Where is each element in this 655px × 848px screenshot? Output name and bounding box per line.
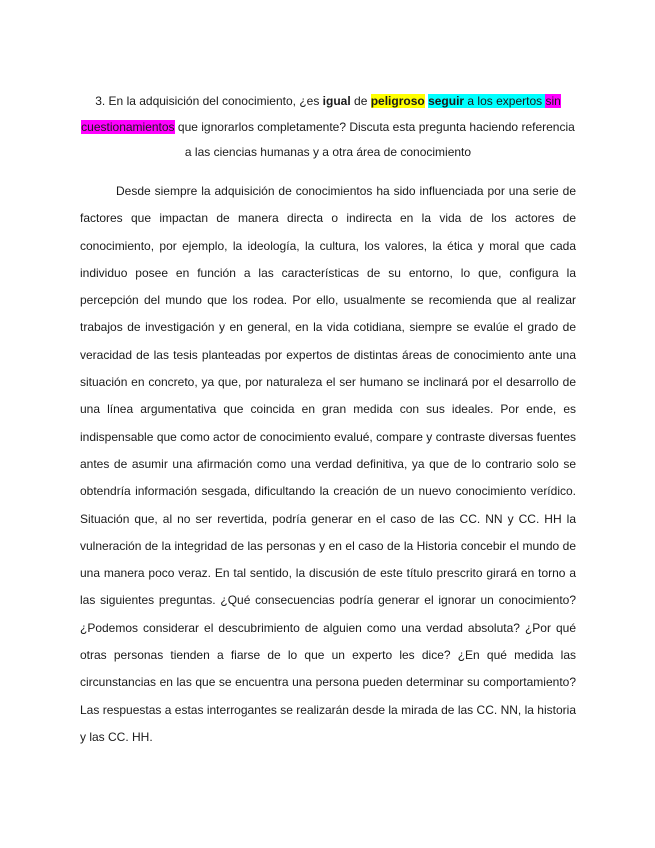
prompt-word-igual: igual	[322, 94, 351, 108]
prompt-text-part1: En la adquisición del conocimiento, ¿es	[105, 94, 323, 108]
prompt-text-part4: a los expertos	[464, 94, 546, 108]
prompt-text-part2: de	[350, 94, 371, 108]
prompt-phrase-sin-cuestionamientos: sin cuestionamientos	[81, 94, 561, 134]
prompt-word-seguir: seguir	[428, 94, 465, 108]
prompt-text-part5: que ignorarlos completamente? Discuta esta pregunta haciendo referencia a las ciencias humanas y a otra área de conocimiento	[174, 119, 575, 159]
prompt-number: 3.	[95, 94, 106, 108]
essay-prompt	[80, 89, 576, 166]
body-paragraph: Desde siempre la adquisición de conocimientos ha sido influenciada por una serie de factores que impactan de manera directa o indirecta en la vida de los actores de conocimiento, por ejemplo, la ideología, la cultura, los valores, la ética y moral que cada individuo posee en función a las características de su entorno, lo que, configura la percepción del mundo que los rodea. Por ello, usualmente se recomienda que al realizar trabajos de investigación y en general, en la vida cotidiana, siempre se evalúe el grado de veracidad de las tesis planteadas por expertos de distintas áreas de conocimiento ante una situación en concreto, ya que, por naturaleza el ser humano se inclinará por el desarrollo de una línea argumentativa que coincida en gran medida con sus ideales. Por ende, es indispensable que como actor de conocimiento evalué, compare y contraste diversas fuentes antes de asumir una afirmación como una verdad definitiva, ya que de lo contrario solo se obtendría información sesgada, dificultando la creación de un nuevo conocimiento verídico. Situación que, al no ser revertida, podría generar en el caso de las CC. NN y CC. HH la vulneración de la integridad de las personas y en el caso de la Historia concebir el mundo de una manera poco veraz. En tal sentido, la discusión de este título prescrito girará en torno a las siguientes preguntas. ¿Qué consecuencias podría generar el ignorar un conocimiento? ¿Podemos considerar el descubrimiento de alguien como una verdad absoluta? ¿Por qué otras personas tienden a fiarse de lo que un experto les dice? ¿En qué medida las circunstancias en las que se encuentra una persona pueden determinar su comportamiento? Las respuestas a estas interrogantes se realizarán desde la mirada de las CC. NN, la historia y las CC. HH.	[80, 184, 576, 744]
prompt-word-peligroso: peligroso	[370, 94, 425, 108]
